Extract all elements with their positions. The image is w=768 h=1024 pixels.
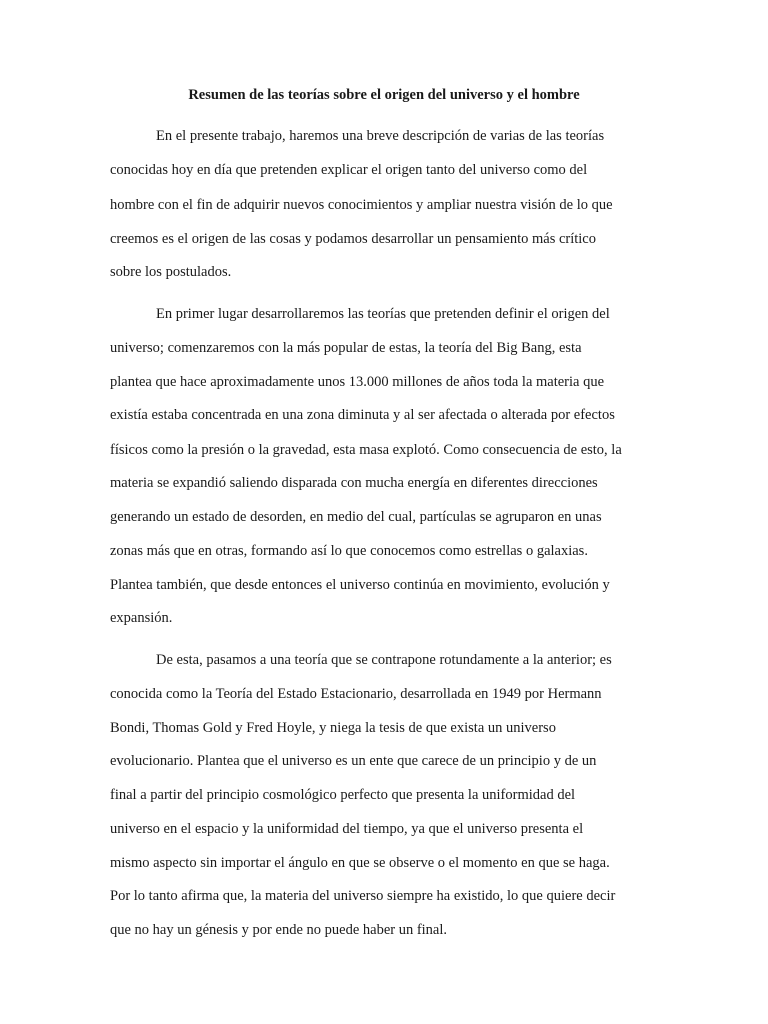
paragraph-3-line-7: mismo aspecto sin importar el ángulo en que se observe o el momento en que se haga. [110, 855, 610, 871]
paragraph-2-line-10: expansión. [110, 610, 173, 626]
document-title: Resumen de las teorías sobre el origen del universo y el hombre [188, 87, 580, 103]
paragraph-3-line-1: De esta, pasamos a una teoría que se contrapone rotundamente a la anterior; es [156, 652, 612, 668]
paragraph-1-line-3: hombre con el fin de adquirir nuevos conocimientos y ampliar nuestra visión de lo que [110, 197, 613, 213]
paragraph-3-line-5: final a partir del principio cosmológico perfecto que presenta la uniformidad del [110, 787, 576, 803]
paragraph-1-line-1: En el presente trabajo, haremos una breve descripción de varias de las teorías [156, 128, 605, 144]
paragraph-2-line-2: universo; comenzaremos con la más popular de estas, la teoría del Big Bang, esta [110, 340, 582, 356]
paragraph-1-line-5: sobre los postulados. [110, 264, 232, 280]
paragraph-1-line-4: creemos es el origen de las cosas y podamos desarrollar un pensamiento más crítico [110, 231, 596, 247]
paragraph-3-line-9: que no hay un génesis y por ende no puede haber un final. [110, 922, 448, 938]
paragraph-2-line-7: generando un estado de desorden, en medio del cual, partículas se agruparon en unas [110, 509, 602, 525]
paragraph-2-line-6: materia se expandió saliendo disparada con mucha energía en diferentes direcciones [110, 475, 598, 491]
paragraph-3-line-4: evolucionario. Plantea que el universo es un ente que carece de un principio y de un [110, 753, 597, 769]
paragraph-3-line-6: universo en el espacio y la uniformidad del tiempo, ya que el universo presenta el [110, 821, 584, 837]
paragraph-2-line-1: En primer lugar desarrollaremos las teorías que pretenden definir el origen del [156, 306, 610, 322]
paragraph-2-line-9: Plantea también, que desde entonces el universo continúa en movimiento, evolución y [110, 577, 610, 593]
paragraph-2-line-8: zonas más que en otras, formando así lo que conocemos como estrellas o galaxias. [110, 543, 588, 559]
paragraph-3-line-2: conocida como la Teoría del Estado Estacionario, desarrollada en 1949 por Hermann [110, 686, 602, 702]
paragraph-2-line-4: existía estaba concentrada en una zona diminuta y al ser afectada o alterada por efectos [110, 407, 615, 423]
paragraph-2-line-5: físicos como la presión o la gravedad, esta masa explotó. Como consecuencia de esto, la [110, 442, 622, 458]
paragraph-3-line-3: Bondi, Thomas Gold y Fred Hoyle, y niega la tesis de que exista un universo [110, 720, 556, 736]
paragraph-2-line-3: plantea que hace aproximadamente unos 13.000 millones de años toda la materia que [110, 374, 605, 390]
paragraph-1-line-2: conocidas hoy en día que pretenden explicar el origen tanto del universo como del [110, 162, 588, 178]
paragraph-3-line-8: Por lo tanto afirma que, la materia del universo siempre ha existido, lo que quiere decir [110, 888, 616, 904]
